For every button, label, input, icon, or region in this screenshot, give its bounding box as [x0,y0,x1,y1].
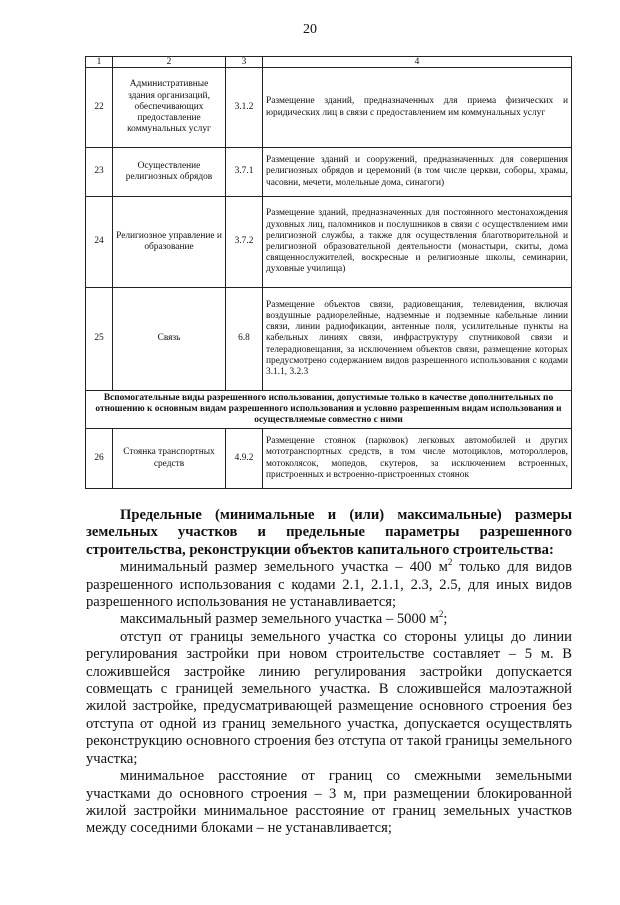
section-title-colon: : [548,541,554,558]
use-type-description: Размещение зданий, предназначенных для приема физических и юридических лиц в связи с предоставлением им коммунальных услуг [263,68,572,148]
auxiliary-heading: Вспомогательные виды разрешенного использования, допустимые только в качестве дополнительных по отношению к основным видам разрешенного использования и условно разрешенным видам использования и осуществляемые совместно с ними [86,391,572,429]
row-number: 22 [86,68,113,148]
use-type-code: 4.9.2 [226,429,263,489]
use-type-description: Размещение зданий, предназначенных для постоянного местонахождения духовных лиц, паломников и послушников в связи с осуществлением ими религиозной службы, а также для осуществления благотворительной и религиозной образовательной деятельности (монастыри, скиты, дома священнослужителей, воскресные и религиозные школы, семинарии, духовные училища) [263,197,572,288]
row-number: 24 [86,197,113,288]
page-number: 20 [303,22,317,37]
superscript: 2 [447,557,453,568]
row-number: 25 [86,288,113,391]
section-heading [86,507,572,559]
superscript: 2 [438,609,444,620]
paragraph-setback: отступ от границы земельного участка со стороны улицы до линии регулирования застройки при новом строительстве составляет – 5 м. В сложившейся застройке линию регулирования застройки допускается совмещать с границей земельного участка. В сложившейся малоэтажной жилой застройке, предусматривающей размещение основного строения без отступа от одной из границ земельного участка, допускается осуществлять реконструкцию основного строения без отступа от такой границы земельного участка; [86,628,572,767]
use-type-code: 3.7.2 [226,197,263,288]
table-row [86,148,572,197]
use-type-code: 3.7.1 [226,148,263,197]
table-row [86,429,572,489]
use-type-code: 6.8 [226,288,263,391]
use-type-code: 3.1.2 [226,68,263,148]
use-type-name: Религиозное управление и образование [113,197,226,288]
use-type-description: Размещение объектов связи, радиовещания, телевидения, включая воздушные радиорелейные, надземные и подземные кабельные линии связи, линии радиофикации, антенные поля, усилительные пункты на кабельных линиях связи, инфраструктуру спутниковой связи и телерадиовещания, за исключением объектов связи, размещение которых предусмотрено содержанием видов разрешенного использования с кодами 3.1.1, 3.2.3 [263,288,572,391]
header-cell: 3 [226,57,263,68]
text-run: ; [443,611,448,628]
header-cell: 4 [263,57,572,68]
body-text [86,507,572,838]
use-type-name: Связь [113,288,226,391]
use-type-description: Размещение стоянок (парковок) легковых автомобилей и других мототранспортных средств, в том числе мотоциклов, мотороллеров, мотоколясок, мопедов, скутеров, за исключением встроенных, пристроенных и встроенно-пристроенных стоянок [263,429,572,489]
use-type-name: Осуществление религиозных обрядов [113,148,226,197]
table-header-row [86,57,572,68]
section-title: Предельные (минимальные и (или) максимальные) размеры земельных участков и предельные параметры разрешенного строительства, реконструкции объектов капитального строительства [86,507,572,558]
text-run: максимальный размер земельного участка – 5000 м [120,611,439,628]
land-use-table [85,56,572,489]
paragraph-min-distance: минимальное расстояние от границ со смежными земельными участками до основного строения – 3 м, при размещении блокированной жилой застройки минимальное расстояние от границ земельных участков между соседними блоками – не устанавливается; [86,768,572,837]
header-cell: 1 [86,57,113,68]
row-number: 26 [86,429,113,489]
use-type-name: Административные здания организаций, обеспечивающих предоставление коммунальных услуг [113,68,226,148]
table-row [86,68,572,148]
header-cell: 2 [113,57,226,68]
text-run: минимальный размер земельного участка – 400 м [120,559,448,576]
paragraph-min-size [86,559,572,611]
table-row [86,197,572,288]
row-number: 23 [86,148,113,197]
table-row [86,288,572,391]
text-run: только для видов разрешенного использования с кодами 2.1, 2.1.1, 2.3, 2.5, для иных видов разрешенного использования не устанавливается; [86,559,572,611]
auxiliary-heading-row [86,391,572,429]
paragraph-max-size [86,611,572,628]
use-type-name: Стоянка транспортных средств [113,429,226,489]
use-type-description: Размещение зданий и сооружений, предназначенных для совершения религиозных обрядов и церемоний (в том числе церкви, соборы, храмы, часовни, мечети, молельные дома, синагоги) [263,148,572,197]
